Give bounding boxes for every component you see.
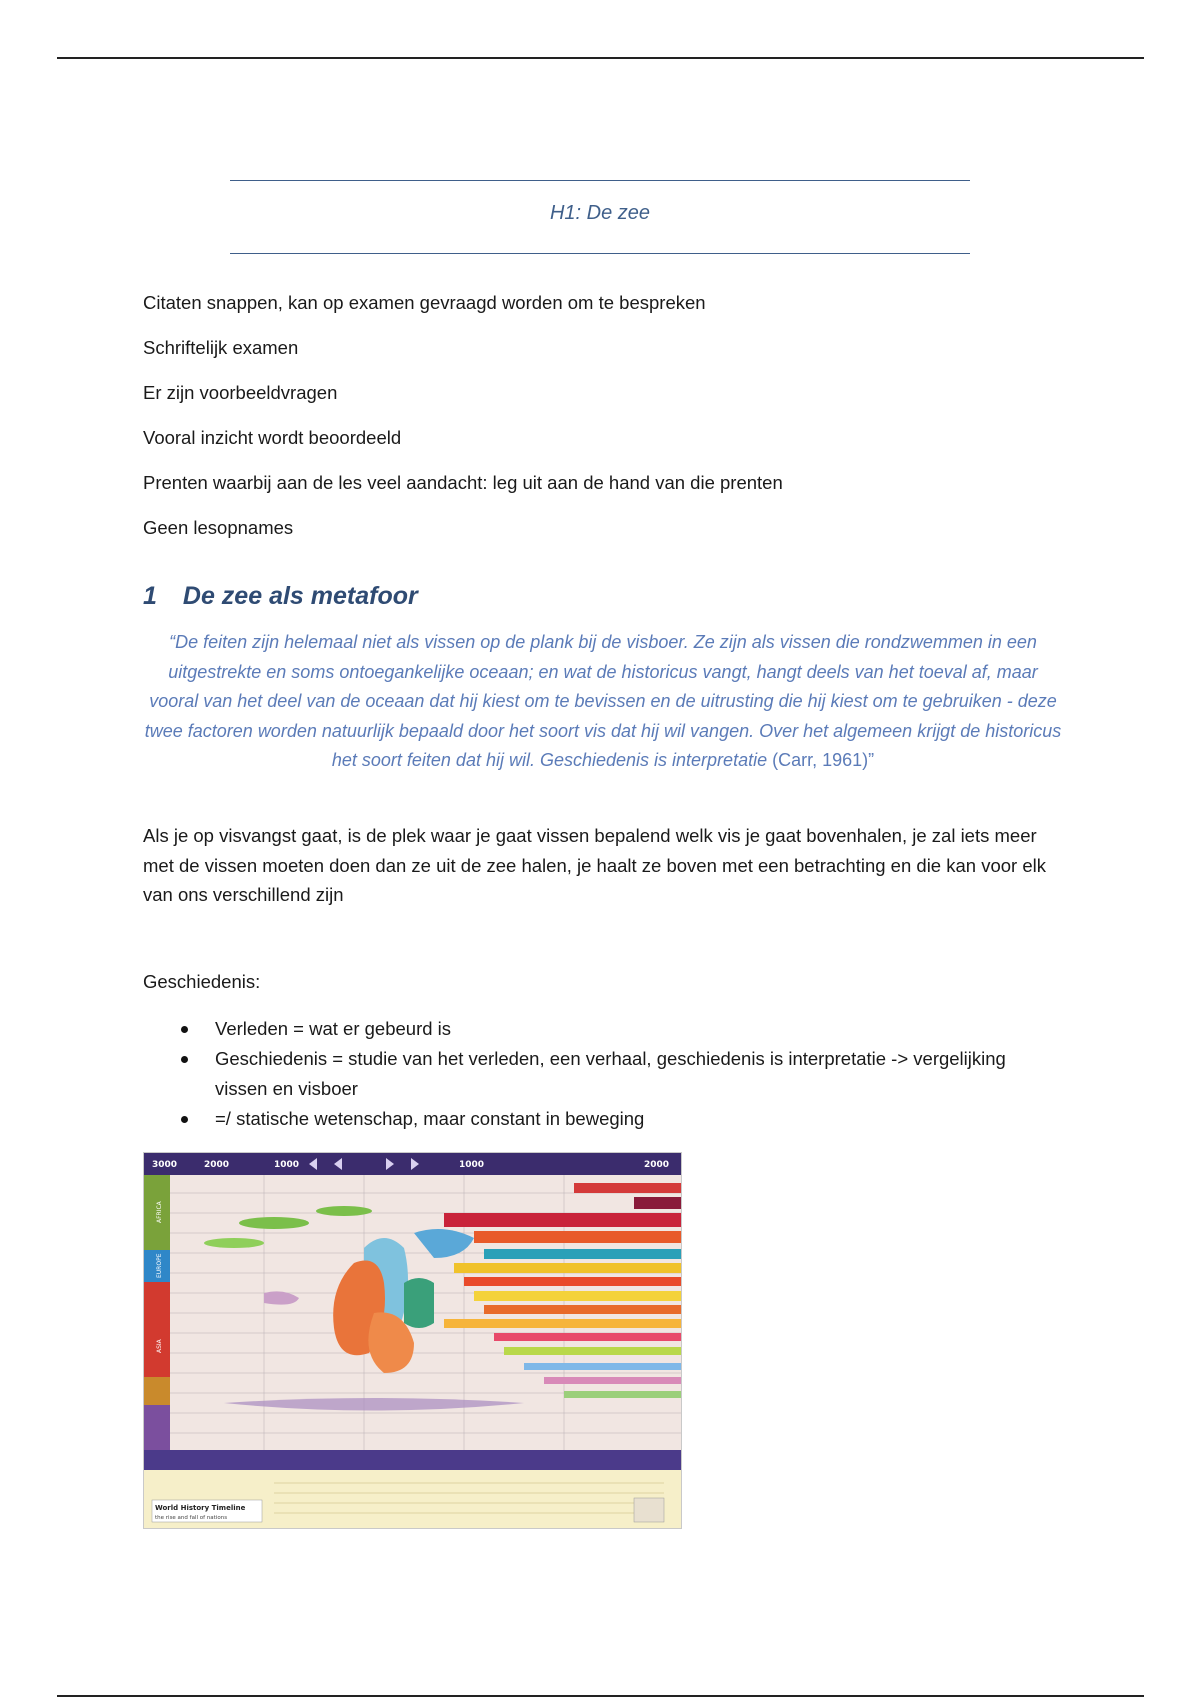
list-item	[143, 1014, 1063, 1044]
list-item: Citaten snappen, kan op examen gevraagd worden om te bespreken	[143, 292, 706, 313]
bullet-text: Verleden = wat er gebeurd is	[215, 1018, 452, 1039]
bullet-icon	[181, 1056, 188, 1063]
carr-quote	[143, 628, 1063, 776]
title-rule-bottom	[230, 253, 970, 254]
timeline-label: 1000	[459, 1160, 485, 1170]
section-heading	[143, 582, 418, 611]
region-label: ASIA	[156, 1339, 163, 1353]
list-item	[143, 1044, 1063, 1104]
list-item: Er zijn voorbeeldvragen	[143, 382, 338, 403]
quote-citation: (Carr, 1961)”	[767, 750, 875, 770]
list-item	[143, 1104, 1063, 1134]
figure-caption-subtitle: the rise and fall of nations	[155, 1515, 228, 1521]
metaphor-paragraph: Als je op visvangst gaat, is de plek waar je gaat vissen bepalend welk vis je gaat bovenhalen, je zal iets meer met de vissen moeten doen dan ze uit de zee halen, je haalt ze boven met een betrachting en die kan voor elk van ons verschillend zijn	[143, 825, 1046, 905]
timeline-label: 2000	[644, 1160, 670, 1170]
list-item: Vooral inzicht wordt beoordeeld	[143, 427, 402, 448]
page-top-rule	[57, 57, 1144, 59]
bullet-text: Geschiedenis = studie van het verleden, een verhaal, geschiedenis is interpretatie -> vergelijking vissen en visboer	[215, 1048, 1006, 1099]
timeline-label: 2000	[204, 1160, 230, 1170]
timeline-illustration	[144, 1153, 681, 1528]
timeline-label: 1000	[274, 1160, 300, 1170]
bullet-list	[143, 1014, 1063, 1134]
figure-caption-title: World History Timeline	[155, 1504, 246, 1512]
notes-list	[143, 291, 1063, 561]
bullet-icon	[181, 1116, 188, 1123]
bullet-text: =/ statische wetenschap, maar constant in beweging	[215, 1108, 645, 1129]
list-item: Schriftelijk examen	[143, 337, 299, 358]
subheading-geschiedenis: Geschiedenis:	[143, 971, 261, 992]
region-label: AFRICA	[156, 1201, 163, 1223]
quote-text: “De feiten zijn helemaal niet als vissen op de plank bij de visboer. Ze zijn als vissen die rondzwemmen in een uitgestrekte en soms ontoegankelijke oceaan; en wat de historicus vangt, hangt deels van het toeval af, maar vooral van het deel van de oceaan dat hij kiest om te bevissen en de uitrusting die hij kiest om te gebruiken - deze twee factoren worden natuurlijk bepaald door het soort vis dat hij wil vangen. Over het algemeen krijgt de historicus het soort feiten dat hij wil. Geschiedenis is interpretatie	[144, 632, 1062, 770]
bullet-icon	[181, 1026, 188, 1033]
page-bottom-rule	[57, 1695, 1144, 1697]
list-item: Geen lesopnames	[143, 517, 294, 538]
timeline-label: 3000	[152, 1160, 178, 1170]
section-number: 1	[143, 582, 157, 610]
title-rule-top	[230, 180, 970, 181]
list-item: Prenten waarbij aan de les veel aandacht: leg uit aan de hand van die prenten	[143, 472, 783, 493]
section-title: De zee als metafoor	[182, 582, 418, 610]
region-label: EUROPE	[156, 1253, 163, 1278]
page-title: H1: De zee	[549, 202, 651, 224]
world-history-timeline-image	[143, 1152, 682, 1529]
